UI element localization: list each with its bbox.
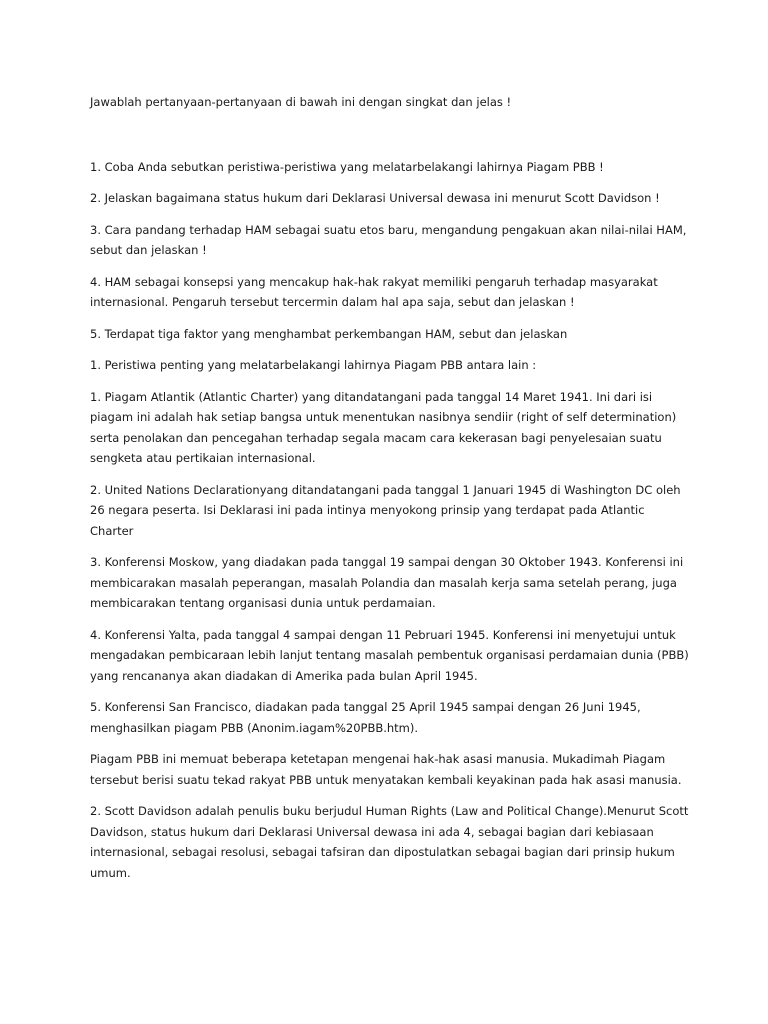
question-2: 2. Jelaskan bagaimana status hukum dari Deklarasi Universal dewasa ini menurut Scott Davidson ! [90,191,660,205]
instruction-text: Jawablah pertanyaan-pertanyaan di bawah ini dengan singkat dan jelas ! [90,95,512,109]
question-5: 5. Terdapat tiga faktor yang menghambat perkembangan HAM, sebut dan jelaskan [90,326,568,341]
question-4: 4. HAM sebagai konsepsi yang mencakup hak-hak rakyat memiliki pengaruh terhadap masyarakat internasional. Pengaruh tersebut tercermin dalam hal apa saja, sebut dan jelaskan ! [90,274,658,309]
event-1: 1. Piagam Atlantik (Atlantic Charter) yang ditandatangani pada tanggal 14 Maret 1941. Ini dari isi piagam ini adalah hak setiap bangsa untuk menentukan nasibnya sendiir (right of self determination) serta penolakan dan pencegahan terhadap segala macam cara kekerasan bagi penyelesaian suatu sengketa atau pertikaian internasional. [90,389,677,465]
event-2: 2. United Nations Declarationyang ditandatangani pada tanggal 1 Januari 1945 di Washington DC oleh 26 negara peserta. Isi Deklarasi ini pada intinya menyokong prinsip yang terdapat pada Atlantic Charter [90,482,681,538]
document-body [90,92,690,894]
summary-paragraph: Piagam PBB ini memuat beberapa ketetapan mengenai hak-hak asasi manusia. Mukadimah Piagam tersebut berisi suatu tekad rakyat PBB untuk menyatakan kembali keyakinan pada hak asasi manusia. [90,752,682,787]
event-5: 5. Konferensi San Francisco, diadakan pada tanggal 25 April 1945 sampai dengan 26 Juni 1945, menghasilkan piagam PBB (Anonim.iagam%20PBB.htm). [90,700,641,735]
question-3: 3. Cara pandang terhadap HAM sebagai suatu etos baru, mengandung pengakuan akan nilai-nilai HAM, sebut dan jelaskan ! [90,222,687,257]
answer-2-paragraph: 2. Scott Davidson adalah penulis buku berjudul Human Rights (Law and Political Change).Menurut Scott Davidson, status hukum dari Deklarasi Universal dewasa ini ada 4, sebagai bagian dari kebiasaan internasional, sebagai resolusi, sebagai tafsiran dan dipostulatkan sebagai bagian dari prinsip hukum umum. [90,804,689,880]
question-1: 1. Coba Anda sebutkan peristiwa-peristiwa yang melatarbelakangi lahirnya Piagam PBB ! [90,159,604,174]
answer-heading: 1. Peristiwa penting yang melatarbelakangi lahirnya Piagam PBB antara lain : [90,358,537,372]
event-3: 3. Konferensi Moskow, yang diadakan pada tanggal 19 sampai dengan 30 Oktober 1943. Konferensi ini membicarakan masalah peperangan, masalah Polandia dan masalah kerja sama setelah perang, juga membicarakan tentang organisasi dunia untuk perdamaian. [90,555,684,610]
event-4: 4. Konferensi Yalta, pada tanggal 4 sampai dengan 11 Pebruari 1945. Konferensi ini menyetujui untuk mengadakan pembicaraan lebih lanjut tentang masalah pembentuk organisasi perdamaian dunia (PBB) yang rencananya akan diadakan di Amerika pada bulan April 1945. [90,627,689,683]
